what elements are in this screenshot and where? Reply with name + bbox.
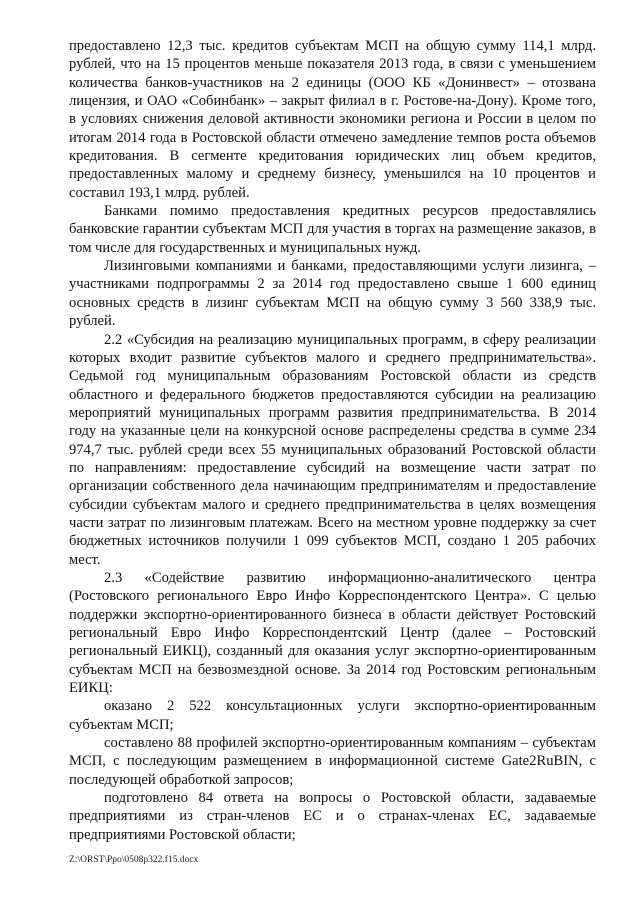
file-path-footer: Z:\ORST\Ppo\0508p322.f15.docx <box>69 855 199 865</box>
paragraph-leasing: Лизинговыми компаниями и банками, предоставляющими услуги лизинга, – участниками подпрограммы 2 за 2014 год предоставлено свыше 1 600 единиц основных средств в лизинг субъектам МСП на общую сумму 3 560 338,9 тыс. рублей. <box>69 258 596 330</box>
document-body <box>69 37 596 844</box>
paragraph-bank-guarantees: Банками помимо предоставления кредитных ресурсов предоставлялись банковские гарантии субъектам МСП для участия в торгах на размещение заказов, в том числе для государственных и муниципальных нужд. <box>69 203 596 256</box>
list-item-answers: подготовлено 84 ответа на вопросы о Ростовской области, задаваемые предприятиями из стран-членов ЕС и о странах-членах ЕС, задаваемые предприятиями Ростовской области; <box>69 790 596 843</box>
list-item-profiles: составлено 88 профилей экспортно-ориентированным компаниям – субъектам МСП, с последующим размещением в информационной системе Gate2RuBIN, с последующей обработкой запросов; <box>69 735 596 788</box>
paragraph-section-2-2: 2.2 «Субсидия на реализацию муниципальных программ, в сферу реализации которых входит развитие субъектов малого и среднего предпринимательства». Седьмой год муниципальным образованиям Ростовской области из средств областного и федерального бюджетов предоставляются субсидии на реализацию мероприятий муниципальных программ развития предпринимательства. В 2014 году на указанные цели на конкурсной основе распределены средства в сумме 234 974,7 тыс. рублей среди всех 55 муниципальных образований Ростовской области по направлениям: предоставление субсидий на возмещение части затрат по организации собственного дела начинающим предпринимателям и предоставление субсидии субъектам малого и среднего предпринимательства в целях возмещения части затрат по лизинговым платежам. Всего на местном уровне поддержку за счет бюджетных источников получили 1 099 субъектов МСП, создано 1 205 рабочих мест. <box>69 331 596 568</box>
list-item-consultations: оказано 2 522 консультационных услуги экспортно-ориентированным субъектам МСП; <box>69 698 596 733</box>
paragraph-section-2-3: 2.3 «Содействие развитию информационно-аналитического центра (Ростовского регионального Евро Инфо Корреспондентского Центра». С целью поддержки экспортно-ориентированного бизнеса в области действует Ростовский региональный Евро Инфо Корреспондентский Центр (далее – Ростовский региональный ЕИКЦ), созданный для оказания услуг экспортно-ориентированным субъектам МСП на безвозмездной основе. За 2014 год Ростовским региональным ЕИКЦ: <box>69 569 596 697</box>
paragraph-credits-continuation: предоставлено 12,3 тыс. кредитов субъектам МСП на общую сумму 114,1 млрд. рублей, что на 15 процентов меньше показателя 2013 года, в связи с уменьшением количества банков-участников на 2 единицы (ООО КБ «Донинвест» – отозвана лицензия, и ОАО «Собинбанк» – закрыт филиал в г. Ростове-на-Дону). Кроме того, в условиях снижения деловой активности экономики региона и России в целом по итогам 2014 года в Ростовской области отмечено замедление темпов роста объемов кредитования. В сегменте кредитования юридических лиц объем кредитов, предоставленных малому и среднему бизнесу, уменьшился на 10 процентов и составил 193,1 млрд. рублей. <box>69 38 596 201</box>
